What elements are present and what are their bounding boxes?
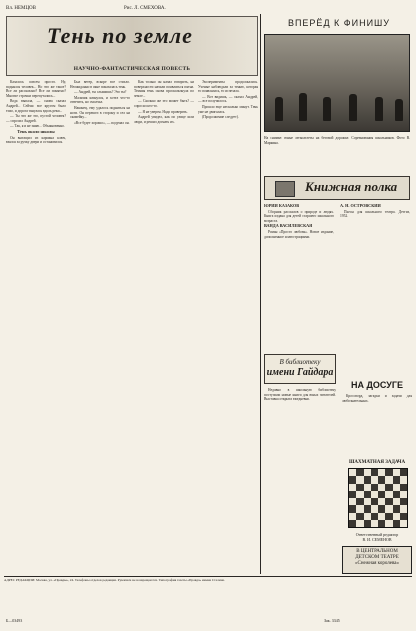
chess-square — [356, 505, 363, 512]
chess-square — [385, 520, 392, 527]
chess-square — [378, 520, 385, 527]
section-heading: Тень около школы — [17, 128, 55, 134]
paragraph: «Все будет хорошо», — подумал он. — [74, 120, 130, 125]
chess-square — [385, 476, 392, 483]
chess-square — [356, 491, 363, 498]
chess-square — [349, 491, 356, 498]
chess-square — [400, 491, 407, 498]
ad-line-1: В ЦЕНТРАЛЬНОМ — [356, 549, 398, 554]
chess-square — [400, 520, 407, 527]
runner-figure — [275, 97, 283, 121]
chess-square — [349, 513, 356, 520]
chess-square — [364, 498, 371, 505]
book-shelf-heading — [264, 176, 410, 200]
paragraph: Наконец, ему удалось подняться на ноги. Он перешел в сторону и сел на скамейку... — [70, 105, 130, 120]
chess-square — [364, 484, 371, 491]
book-description: Пьесы для школьного театра. Детгиз, 1952. — [340, 209, 410, 219]
chess-square — [356, 476, 363, 483]
paragraph: Мальчик качнулся, и хотел что-то ответить, но смолчал. — [70, 95, 130, 105]
paragraph: — Ты что же это, пустой человек? — спросил Андрей. — [6, 114, 66, 123]
book-author: ВАНДА ВАСИЛЕВСКАЯ — [264, 223, 313, 229]
chess-square — [371, 469, 378, 476]
chess-board — [348, 468, 408, 528]
chess-square — [371, 484, 378, 491]
paragraph: — Я не уверен. Надо проверить. — [138, 109, 188, 114]
chess-square — [393, 469, 400, 476]
chess-square — [393, 484, 400, 491]
chess-square — [393, 476, 400, 483]
chess-square — [400, 484, 407, 491]
chess-square — [349, 476, 356, 483]
editor-name: В. И. СЕМЕНОВ — [362, 537, 392, 542]
chess-square — [393, 498, 400, 505]
library-heading-line-2: имени Гайдара — [266, 367, 334, 378]
chess-square — [400, 498, 407, 505]
imprint: АДРЕС РЕДАКЦИИ: Москва, ул. «Правды», 24. Телефоны отделов редакции. Рукописи не возвращаются. Типография газеты «Правда» имени Сталина. — [4, 578, 225, 582]
paragraph: Как только он начал говорить, на поверхности начали появляться пятна. Темная тень снова проскользнула по земле... — [134, 80, 194, 98]
runner-figure — [395, 99, 403, 121]
runner-figure — [349, 94, 357, 121]
chess-square — [385, 491, 392, 498]
story-column-2 — [70, 80, 130, 574]
chess-square — [356, 484, 363, 491]
chess-square — [364, 469, 371, 476]
paragraph: Вода выпала, — снова сказал Андрей... Сейчас все кругом было тихо, и дорога тянулась вдоль реки... — [6, 99, 66, 113]
chess-square — [385, 469, 392, 476]
book-author: ЮРИЙ КАЗАКОВ — [264, 204, 300, 208]
paragraph: — Вот видишь, — сказал Андрей, — все получилось. — [198, 94, 258, 104]
story-title-banner — [6, 16, 258, 76]
chess-square — [378, 498, 385, 505]
book-shelf-title: Книжная полка — [305, 179, 398, 194]
chess-square — [385, 505, 392, 512]
chess-square — [356, 513, 363, 520]
book-description: Сборник рассказов о природе и людях. Книга издана для детей старшего школьного возраста. — [264, 209, 334, 223]
paragraph: — Сколько же это может быть? — спросил кто-то. — [134, 99, 194, 108]
chess-square — [349, 469, 356, 476]
theatre-ad — [342, 546, 412, 574]
imprint-code: Б—03493 — [6, 618, 23, 623]
book-icon — [275, 181, 295, 197]
chess-square — [393, 491, 400, 498]
ad-line-3: «Снежная королева» — [355, 561, 399, 566]
paragraph: — Андрей, ты слышишь? Это ты? — [74, 90, 127, 95]
chess-square — [371, 476, 378, 483]
paragraph: Андрей увидел, как по улице шли люди, и решил догнать их. — [134, 115, 194, 124]
chess-title: ШАХМАТНАЯ ЗАДАЧА — [348, 460, 406, 465]
column-divider — [260, 14, 261, 574]
chess-square — [378, 484, 385, 491]
chess-square — [364, 491, 371, 498]
illustrator-credit: Рис. Л. СМЕХОВА. — [124, 6, 166, 11]
chess-square — [349, 520, 356, 527]
chess-square — [393, 513, 400, 520]
chess-square — [400, 513, 407, 520]
book-reviews-left — [264, 204, 334, 350]
story-column-3 — [134, 80, 194, 574]
paragraph: (Продолжение следует). — [202, 115, 239, 120]
chess-square — [371, 505, 378, 512]
chess-square — [378, 476, 385, 483]
photo-title: ВПЕРЁД К ФИНИШУ — [287, 18, 391, 28]
footer-rule — [4, 576, 412, 577]
chess-square — [349, 505, 356, 512]
story-title: Тень по земле — [47, 23, 193, 48]
chess-square — [349, 484, 356, 491]
order-number: Зак. 3345 — [324, 618, 340, 623]
chess-square — [378, 491, 385, 498]
story-column-4 — [198, 80, 258, 574]
chess-square — [385, 498, 392, 505]
page-header — [4, 4, 412, 14]
paragraph: Он вытащил из кармана ключ, взялся за ручку двери и остановился. — [6, 135, 66, 145]
chess-square — [371, 520, 378, 527]
chess-square — [385, 484, 392, 491]
runner-figure — [375, 97, 383, 121]
paragraph: Прошло еще несколько минут. Тень уже не двигалась. — [198, 104, 258, 114]
editor-role: Ответственный редактор — [355, 532, 399, 537]
story-subtitle: НАУЧНО-ФАНТАСТИЧЕСКАЯ ПОВЕСТЬ — [73, 66, 191, 72]
paragraph: Казалось совсем просто. Ну, поднялся человек... Но что же такое? Все ли рассказано? Все ли понятно? Многие строчки перепутались... — [6, 80, 66, 98]
chess-square — [378, 505, 385, 512]
chess-square — [371, 491, 378, 498]
chess-square — [364, 505, 371, 512]
story-column-1 — [6, 80, 66, 574]
chess-square — [356, 520, 363, 527]
leisure-text — [342, 394, 412, 454]
ad-line-2: ДЕТСКОМ ТЕАТРЕ — [355, 555, 399, 560]
chess-square — [400, 476, 407, 483]
chess-square — [356, 469, 363, 476]
editor-credit — [342, 532, 412, 542]
newspaper-page — [4, 4, 412, 627]
chess-square — [400, 505, 407, 512]
paragraph: Недавно в школьную библиотеку поступили новые книги для юных читателей. Выставка открыта ежедневно. — [264, 388, 336, 402]
chess-square — [385, 513, 392, 520]
chess-square — [378, 469, 385, 476]
chess-square — [364, 520, 371, 527]
library-heading — [264, 354, 336, 384]
author-name: Вл. НЕМЦОВ — [6, 6, 36, 11]
chess-square — [349, 498, 356, 505]
chess-square — [364, 476, 371, 483]
chess-square — [400, 469, 407, 476]
library-heading-line-1: В библиотеку — [279, 358, 321, 366]
chess-square — [371, 498, 378, 505]
paragraph: Кроссворд, загадки и задачи для любознательных. — [342, 394, 412, 403]
paragraph: Эксперименты продолжались. Ученые наблюдали за тенью, которая то появлялась, то исчезала. — [198, 80, 258, 94]
photo-caption: На снимке: юные легкоатлеты на беговой дорожке. Соревнования школьников. Фото В. Маркина. — [264, 136, 410, 145]
chess-square — [393, 520, 400, 527]
runner-figure — [299, 93, 307, 121]
chess-square — [393, 505, 400, 512]
runner-figure — [323, 97, 331, 121]
library-article — [264, 388, 336, 574]
paragraph: — Так, я и не знаю... Обыкновенно. — [10, 124, 65, 129]
leisure-title: НА ДОСУГЕ — [351, 380, 403, 390]
chess-square — [364, 513, 371, 520]
book-reviews-right — [340, 204, 410, 350]
paragraph: Был ветер, вскоре все стихло. Неожиданно в окне показалась тень. — [70, 80, 130, 89]
chess-square — [356, 498, 363, 505]
book-author: А. Н. ОСТРОВСКИЙ — [340, 204, 381, 208]
chess-square — [378, 513, 385, 520]
book-description: Роман «Просто любовь». Новое издание, дополненное иллюстрациями. — [264, 229, 334, 239]
runners-photo — [264, 34, 410, 132]
chess-square — [371, 513, 378, 520]
